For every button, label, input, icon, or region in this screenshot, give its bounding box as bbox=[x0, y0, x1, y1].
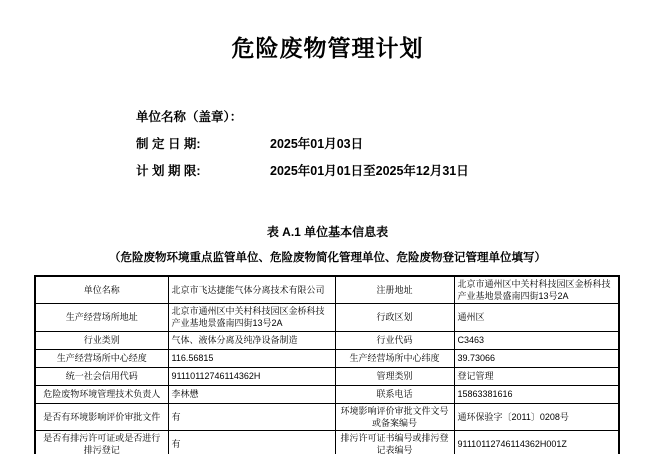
table-row bbox=[35, 430, 619, 454]
field-label-cell: 管理类别 bbox=[335, 367, 454, 385]
unit-basic-info-table bbox=[34, 275, 620, 454]
field-label-cell: 单位名称 bbox=[35, 276, 168, 304]
field-label-cell: 统一社会信用代码 bbox=[35, 367, 168, 385]
table-row bbox=[35, 385, 619, 403]
field-label-cell: 环境影响评价审批文件文号或备案编号 bbox=[335, 403, 454, 430]
unit-name-label: 单位名称（盖章）： bbox=[136, 110, 243, 124]
field-label-cell: 排污许可证书编号或排污登记表编号 bbox=[335, 430, 454, 454]
made-date-label: 制 定 日 期: bbox=[136, 137, 201, 151]
field-value-cell: 通环保验字〔2011〕0208号 bbox=[454, 403, 619, 430]
field-value-cell: C3463 bbox=[454, 331, 619, 349]
plan-period-label: 计 划 期 限: bbox=[136, 164, 201, 178]
field-value-cell: 有 bbox=[168, 403, 335, 430]
table-row bbox=[35, 276, 619, 304]
table-caption: 表 A.1 单位基本信息表 bbox=[266, 225, 389, 239]
field-label-cell: 联系电话 bbox=[335, 385, 454, 403]
field-value-cell: 39.73066 bbox=[454, 349, 619, 367]
field-label-cell: 生产经营场所地址 bbox=[35, 304, 168, 331]
table-row bbox=[35, 403, 619, 430]
field-value-cell: 北京市通州区中关村科技园区金桥科技产业基地景盛南四街13号2A bbox=[168, 304, 335, 331]
page-title: 危险废物管理计划 bbox=[231, 35, 424, 61]
field-value-cell: 登记管理 bbox=[454, 367, 619, 385]
field-label-cell: 是否有环境影响评价审批文件 bbox=[35, 403, 168, 430]
field-made-date bbox=[136, 137, 655, 152]
field-value-cell: 气体、液体分离及纯净设备制造 bbox=[168, 331, 335, 349]
table-row bbox=[35, 349, 619, 367]
field-value-cell: 15863381616 bbox=[454, 385, 619, 403]
field-value-cell: 通州区 bbox=[454, 304, 619, 331]
field-label-cell: 生产经营场所中心经度 bbox=[35, 349, 168, 367]
made-date-value: 2025年01月03日 bbox=[270, 137, 364, 151]
field-label-cell: 行业代码 bbox=[335, 331, 454, 349]
field-plan-period bbox=[136, 164, 655, 179]
field-label-cell: 行业类别 bbox=[35, 331, 168, 349]
table-row bbox=[35, 331, 619, 349]
field-label-cell: 危险废物环境管理技术负责人 bbox=[35, 385, 168, 403]
field-unit-name bbox=[136, 110, 655, 125]
field-label-cell: 行政区划 bbox=[335, 304, 454, 331]
header-fields bbox=[136, 110, 655, 179]
plan-period-value: 2025年01月01日至2025年12月31日 bbox=[270, 164, 469, 178]
field-value-cell: 北京市飞达捷能气体分离技术有限公司 bbox=[168, 276, 335, 304]
field-value-cell: 116.56815 bbox=[168, 349, 335, 367]
field-value-cell: 91110112746114362H001Z bbox=[454, 430, 619, 454]
table-row bbox=[35, 304, 619, 331]
field-value-cell: 李林懋 bbox=[168, 385, 335, 403]
field-value-cell: 北京市通州区中关村科技园区金桥科技产业基地景盛南四街13号2A bbox=[454, 276, 619, 304]
table-subcaption: （危险废物环境重点监管单位、危险废物简化管理单位、危险废物登记管理单位填写） bbox=[109, 252, 546, 264]
field-label-cell: 生产经营场所中心纬度 bbox=[335, 349, 454, 367]
field-value-cell: 有 bbox=[168, 430, 335, 454]
field-value-cell: 91110112746114362H bbox=[168, 367, 335, 385]
table-row bbox=[35, 367, 619, 385]
field-label-cell: 注册地址 bbox=[335, 276, 454, 304]
field-label-cell: 是否有排污许可证或是否进行排污登记 bbox=[35, 430, 168, 454]
